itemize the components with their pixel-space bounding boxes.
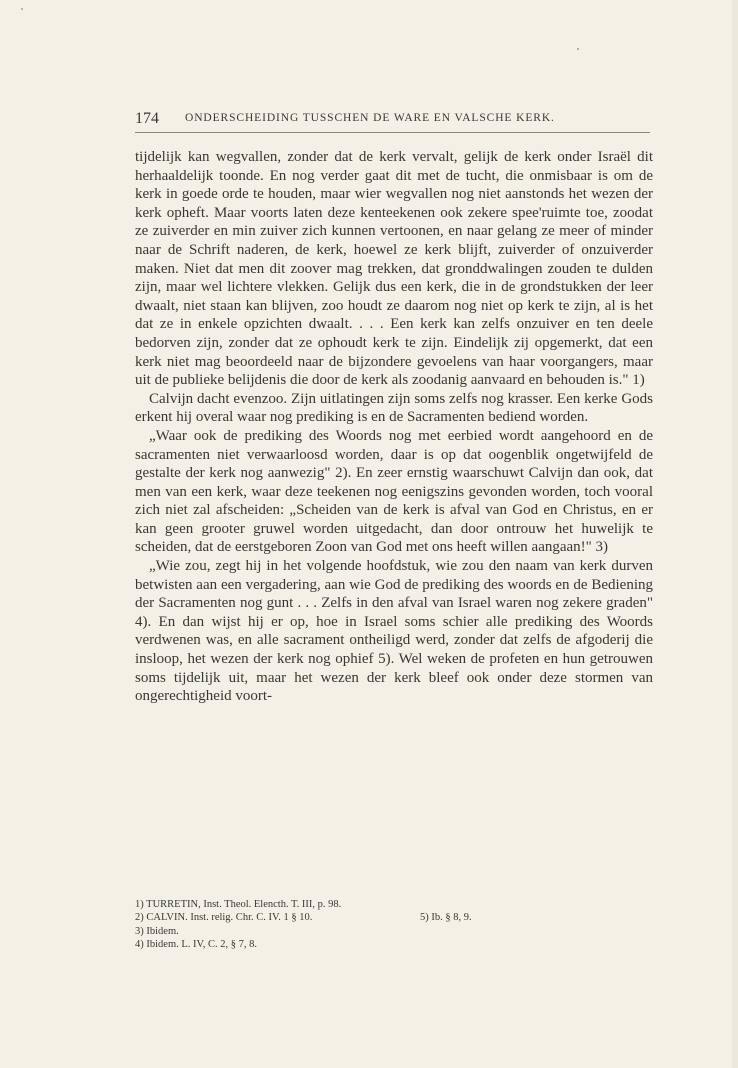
paragraph: „Waar ook de prediking des Woords nog met eerbied wordt aangehoord en de sacramenten niet verwaarloosd worden, daar is op dat oogenblik ongetwijfeld de gestalte der kerk nog aanwezig" 2). En zeer ernstig waarschuwt Calvijn dan ook, dat men van een kerk, waar deze teekenen nog eenigszins gevonden worden, toch vooral zich niet zal afscheiden: „Scheiden van de kerk is afval van God en Christus, en er kan geen grooter gruwel worden uitgedacht, dan door ontrouw het huwelijk te scheiden, dat de eerstgeboren Zoon van God met ons heeft willen aangaan!" 3) <box>135 427 653 556</box>
speck <box>21 8 23 10</box>
footnotes <box>135 898 653 952</box>
paragraph: tijdelijk kan wegvallen, zonder dat de kerk vervalt, gelijk de kerk onder Israël dit herhaaldelijk toonde. En nog verder gaat dit met de tucht, die onmisbaar is om de kerk in goede orde te houden, maar wier wegvallen nog niet aanstonds het wezen der kerk opheft. Maar voorts laten deze kenteekenen ook zekere spee'ruimte toe, zoodat ze zuiverder en min zuiver zich kunnen vertoonen, en naar gelang ze meer of minder naar de Schrift naderen, de kerk, hoewel ze kerk blijft, zuiverder of onzuiverder maken. Niet dat men dit zoover mag trekken, dat gronddwalingen zouden te dulden zijn, maar wel lichtere vlekken. Gelijk dus een kerk, die in de grondstukken der leer dwaalt, niet staan kan blijven, zoo houdt ze daarom nog niet op kerk te zijn, al is het dat ze in enkele opzichten dwaalt. . . . Een kerk kan zelfs onzuiver en ten deele bedorven zijn, zonder dat ze ophoudt kerk te zijn. Eindelijk zij opgemerkt, dat een kerk niet mag beoordeeld naar de bijzondere gevoelens van haar voorgangers, maar uit de publieke belijdenis die door de kerk als zoodanig aanvaard en behouden is." 1) <box>135 149 653 389</box>
footnote: 5) Ib. § 8, 9. <box>420 912 472 924</box>
speck <box>577 48 579 50</box>
footnote: 2) CALVIN. Inst. relig. Chr. C. IV. 1 § 10. 5) Ib. § 8, 9. <box>135 912 472 924</box>
paragraph: „Wie zou, zegt hij in het volgende hoofdstuk, wie zou den naam van kerk durven betwisten aan een vergadering, aan wie God de prediking des woords en de Bediening der Sacramenten nog gunt . . . Zelfs in den afval van Israel waren nog zekere graden" 4). En dan wijst hij er op, hoe in Israel soms schier alle prediking des Woords verdwenen was, en alle sacrament ontheiligd werd, zonder dat zelfs de afgoderij die insloop, het wezen der kerk nog ophief 5). Wel weken de profeten en hun getrouwen soms tijdelijk uit, maar het wezen der kerk bleef ook onder deze stormen van ongerechtigheid voort- <box>135 558 653 705</box>
body-text <box>135 148 653 706</box>
running-header <box>135 110 650 133</box>
footnote: 1) TURRETIN, Inst. Theol. Elencth. T. III, p. 98. <box>135 899 342 910</box>
page-number: 174 <box>135 110 159 127</box>
footnote: 4) Ibidem. L. IV, C. 2, § 7, 8. <box>135 939 258 951</box>
footnote: 3) Ibidem. <box>135 925 179 937</box>
page-edge <box>732 0 738 1068</box>
running-title: ONDERSCHEIDING TUSSCHEN DE WARE EN VALSCHE KERK. <box>185 112 555 124</box>
paragraph: Calvijn dacht evenzoo. Zijn uitlatingen zijn soms zelfs nog krasser. Een kerke Gods erkent hij overal waar nog prediking is en de Sacramenten bediend worden. <box>135 390 653 426</box>
